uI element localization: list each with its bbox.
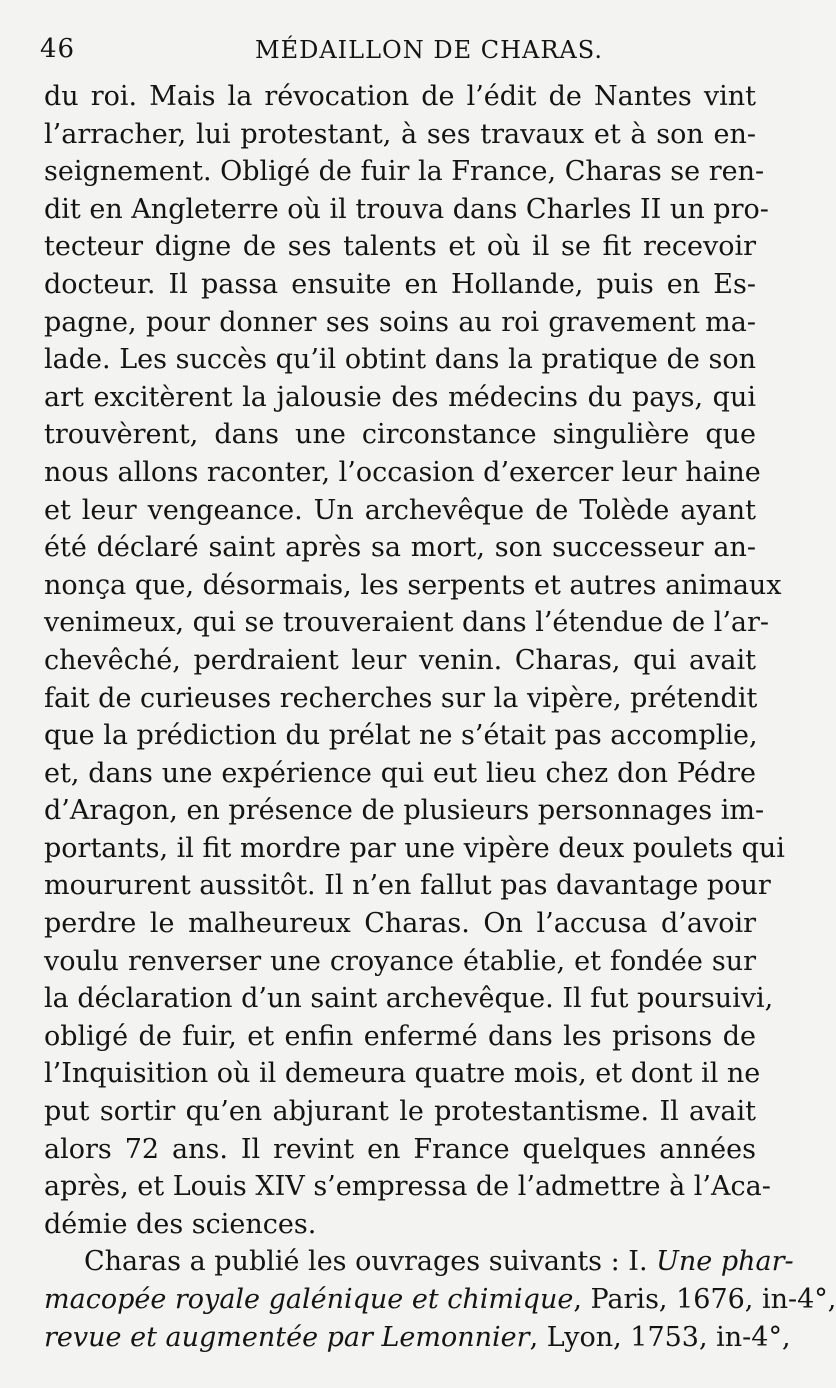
text-segment: perdre le malheureux Charas. On l’accusa d’avoir bbox=[44, 908, 756, 940]
text-line bbox=[44, 341, 756, 379]
body-text bbox=[44, 78, 836, 1356]
text-line bbox=[44, 1055, 761, 1093]
text-line bbox=[44, 191, 769, 229]
text-line bbox=[44, 604, 770, 642]
text-line bbox=[44, 680, 756, 718]
text-segment: démie des sciences. bbox=[44, 1208, 317, 1240]
text-segment: nonça que, désormais, les serpents et autres animaux bbox=[44, 569, 782, 601]
text-segment: seignement. Obligé de fuir la France, Charas se ren- bbox=[44, 156, 765, 188]
text-segment: fait de curieuses recherches sur la vipère, prétendit bbox=[44, 682, 758, 714]
text-line bbox=[44, 717, 756, 755]
text-line bbox=[44, 1319, 791, 1357]
text-line bbox=[44, 755, 756, 793]
text-line bbox=[44, 1131, 756, 1169]
text-segment: , Lyon, 1753, in-4°, bbox=[529, 1321, 791, 1353]
text-segment: lade. Les succès qu’il obtint dans la pratique de son bbox=[44, 344, 756, 376]
text-segment: , Paris, 1676, in-4°, bbox=[573, 1284, 836, 1315]
text-line bbox=[44, 567, 782, 605]
text-line bbox=[44, 228, 756, 266]
text-line bbox=[44, 266, 756, 304]
text-segment: voulu renverser une croyance établie, et fondée sur bbox=[44, 945, 756, 977]
text-segment: du roi. Mais la révocation de l’édit de Nantes vint bbox=[44, 81, 756, 112]
text-line bbox=[44, 1093, 756, 1131]
text-segment: pagne, pour donner ses soins au roi gravement ma- bbox=[44, 306, 756, 338]
text-segment: venimeux, qui se trouveraient dans l’étendue de l’ar- bbox=[44, 607, 770, 639]
text-line bbox=[44, 1243, 794, 1281]
text-line bbox=[44, 529, 756, 567]
italic-text-segment: revue et augmentée par Lemonnier bbox=[44, 1321, 530, 1353]
text-segment: trouvèrent, dans une circonstance singulière que bbox=[44, 419, 756, 451]
page-number: 46 bbox=[40, 34, 76, 64]
text-segment: alors 72 ans. Il revint en France quelques années bbox=[44, 1133, 756, 1165]
text-line bbox=[44, 78, 756, 116]
text-segment: et leur vengeance. Un archevêque de Tolède ayant bbox=[44, 494, 756, 526]
italic-text-segment: Une phar- bbox=[656, 1246, 794, 1278]
text-line bbox=[44, 792, 765, 830]
text-segment: la déclaration d’un saint archevêque. Il fut poursuivi, bbox=[44, 983, 774, 1015]
text-segment: Charas a publié les ouvrages suivants : I. bbox=[84, 1246, 657, 1278]
text-segment: l’arracher, lui protestant, à ses travaux et à son en- bbox=[44, 118, 756, 150]
text-segment: que la prédiction du prélat ne s’était pas accomplie, bbox=[44, 720, 758, 752]
text-line bbox=[44, 1168, 771, 1206]
text-segment: chevêché, perdraient leur venin. Charas, qui avait bbox=[44, 644, 756, 676]
text-segment: art excitèrent la jalousie des médecins du pays, qui bbox=[44, 381, 756, 413]
text-segment: d’Aragon, en présence de plusieurs personnages im- bbox=[44, 795, 765, 827]
text-segment: docteur. Il passa ensuite en Hollande, puis en Es- bbox=[44, 268, 756, 300]
text-line bbox=[44, 943, 756, 981]
text-line bbox=[44, 1281, 836, 1319]
text-segment: put sortir qu’en abjurant le protestantisme. Il avait bbox=[44, 1096, 756, 1128]
text-line bbox=[44, 416, 756, 454]
page-header bbox=[40, 34, 760, 74]
text-segment: l’Inquisition où il demeura quatre mois, et dont il ne bbox=[44, 1058, 761, 1090]
text-segment: moururent aussitôt. Il n’en fallut pas davantage pour bbox=[44, 870, 771, 902]
text-segment: été déclaré saint après sa mort, son successeur an- bbox=[44, 532, 756, 564]
text-segment: portants, il fit mordre par une vipère deux poulets qui bbox=[44, 832, 785, 864]
text-line bbox=[44, 980, 774, 1018]
text-segment: et, dans une expérience qui eut lieu chez don Pédre bbox=[44, 757, 756, 789]
text-line bbox=[44, 116, 756, 154]
text-segment: tecteur digne de ses talents et où il se fit recevoir bbox=[44, 231, 756, 263]
text-line bbox=[44, 867, 771, 905]
text-line bbox=[44, 379, 756, 417]
text-line bbox=[44, 1018, 756, 1056]
italic-text-segment: macopée royale galénique et chimique bbox=[44, 1284, 574, 1315]
text-segment: après, et Louis XIV s’empressa de l’admettre à l’Aca- bbox=[44, 1171, 771, 1203]
text-segment: dit en Angleterre où il trouva dans Charles II un pro- bbox=[44, 193, 769, 225]
text-line bbox=[44, 642, 756, 680]
text-line bbox=[44, 454, 761, 492]
text-line bbox=[44, 830, 785, 868]
text-line bbox=[44, 1206, 756, 1244]
text-line bbox=[44, 304, 756, 342]
running-title: MÉDAILLON DE CHARAS. bbox=[255, 36, 603, 64]
text-segment: obligé de fuir, et enfin enfermé dans les prisons de bbox=[44, 1020, 756, 1052]
text-line bbox=[44, 905, 756, 943]
text-line bbox=[44, 153, 765, 191]
text-line bbox=[44, 492, 756, 530]
text-segment: nous allons raconter, l’occasion d’exercer leur haine bbox=[44, 456, 761, 488]
